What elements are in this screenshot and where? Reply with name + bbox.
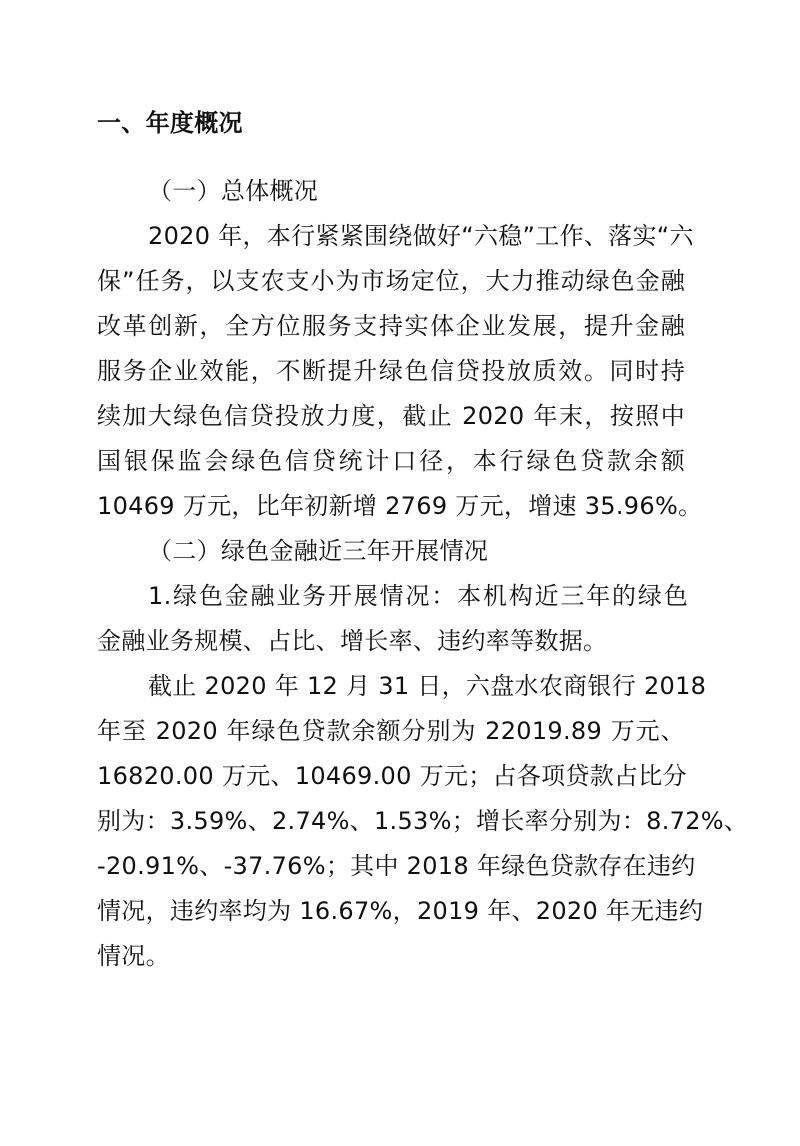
paragraph-line: 续加大绿色信贷投放力度，截止 2020 年末，按照中 [97, 402, 685, 430]
subsection-1-heading: （一）总体概况 [148, 177, 319, 205]
paragraph-line: 国银保监会绿色信贷统计口径，本行绿色贷款余额 [97, 447, 685, 475]
paragraph-line: 改革创新，全方位服务支持实体企业发展，提升金融 [97, 312, 685, 340]
paragraph-line: 服务企业效能，不断提升绿色信贷投放质效。同时持 [97, 357, 685, 385]
paragraph-line: 年至 2020 年绿色贷款余额分别为 22019.89 万元、 [97, 717, 685, 745]
paragraph-line: 10469 万元，比年初新增 2769 万元，增速 35.96%。 [97, 492, 703, 520]
paragraph-line: 情况，违约率均为 16.67%，2019 年、2020 年无违约 [97, 897, 704, 925]
paragraph-line: 情况。 [97, 942, 170, 970]
paragraph-line: 1.绿色金融业务开展情况：本机构近三年的绿色 [148, 582, 688, 610]
paragraph-line: 保”任务，以支农支小为市场定位，大力推动绿色金融 [97, 267, 685, 295]
paragraph-line: 2020 年，本行紧紧围绕做好“六稳”工作、落实“六 [148, 222, 694, 250]
paragraph-line: 截止 2020 年 12 月 31 日，六盘水农商银行 2018 [148, 672, 707, 700]
paragraph-line: 别为：3.59%、2.74%、1.53%；增长率分别为：8.72%、 [97, 807, 749, 835]
paragraph-line: 金融业务规模、占比、增长率、违约率等数据。 [97, 627, 608, 655]
paragraph-line: -20.91%、-37.76%；其中 2018 年绿色贷款存在违约 [97, 852, 696, 880]
paragraph-line: 16820.00 万元、10469.00 万元；占各项贷款占比分 [97, 762, 687, 790]
section-heading: 一、年度概况 [97, 109, 243, 137]
subsection-2-heading: （二）绿色金融近三年开展情况 [148, 537, 489, 565]
